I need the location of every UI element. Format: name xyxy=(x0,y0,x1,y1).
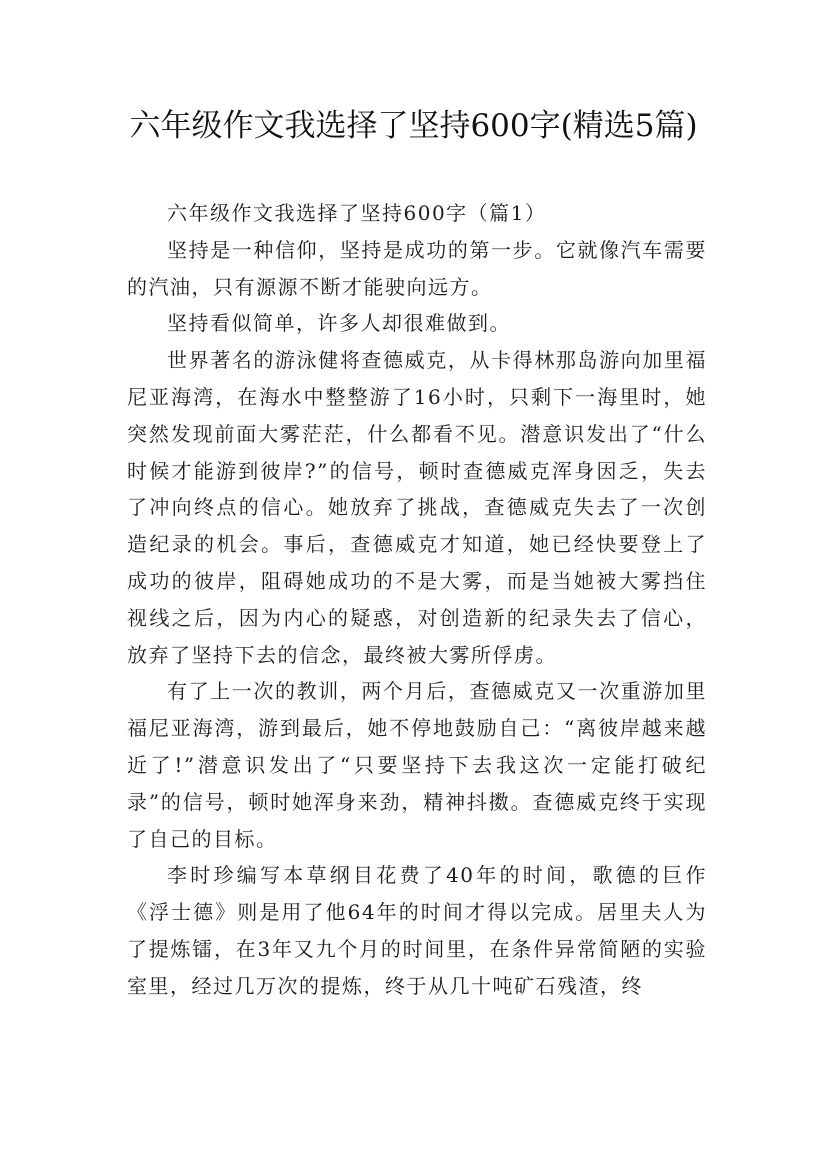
body-paragraph: 坚持看似简单，许多人却很难做到。 xyxy=(167,311,511,336)
document-body xyxy=(127,195,707,1005)
body-paragraph: 坚持是一种信仰，坚持是成功的第一步。它就像汽车需要的汽油，只有源源不断才能驶向远方。 xyxy=(127,237,707,299)
body-paragraph: 有了上一次的教训，两个月后，查德威克又一次重游加里福尼亚海湾，游到最后，她不停地鼓励自己：“离彼岸越来越近了!”潜意识发出了“只要坚持下去我这次一定能打破纪录”的信号，顿时她浑身来劲，精神抖擞。查德威克终于实现了自己的目标。 xyxy=(127,679,707,851)
document-title: 六年级作文我选择了坚持600字(精选5篇) xyxy=(129,108,698,144)
body-paragraph: 世界著名的游泳健将查德威克，从卡得林那岛游向加里福尼亚海湾，在海水中整整游了16小时，只剩下一海里时，她突然发现前面大雾茫茫，什么都看不见。潜意识发出了“什么时候才能游到彼岸?”的信号，顿时查德威克浑身因乏，失去了冲向终点的信心。她放弃了挑战，查德威克失去了一次创造纪录的机会。事后，查德威克才知道，她已经快要登上了成功的彼岸，阻碍她成功的不是大雾，而是当她被大雾挡住视线之后，因为内心的疑惑，对创造新的纪录失去了信心，放弃了坚持下去的信念，最终被大雾所俘虏。 xyxy=(127,348,707,667)
section-heading: 六年级作文我选择了坚持600字（篇1） xyxy=(167,201,547,225)
body-paragraph: 李时珍编写本草纲目花费了40年的时间，歌德的巨作《浮士德》则是用了他64年的时间才得以完成。居里夫人为了提炼镭，在3年又九个月的时间里，在条件异常简陋的实验室里，经过几万次的提炼，终于从几十吨矿石残渣，终 xyxy=(127,863,707,998)
